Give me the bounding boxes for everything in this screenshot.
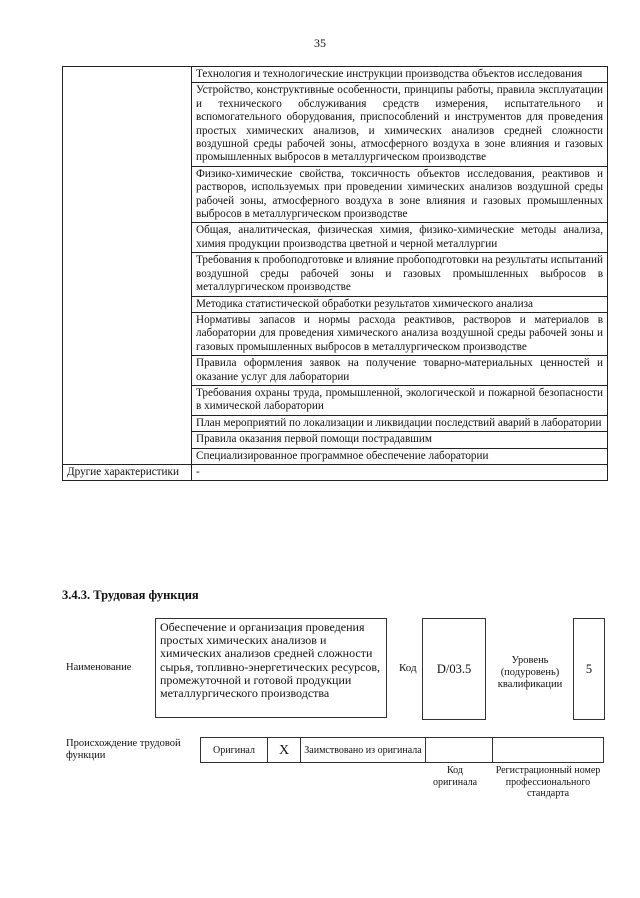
knowledge-table	[62, 66, 608, 481]
page-number: 35	[314, 36, 326, 50]
origin-code-cell	[426, 738, 493, 763]
reg-number-label: Регистрационный номер профессионального стандарта	[495, 765, 601, 799]
qualification-level-box: 5	[573, 618, 605, 720]
borrowed-label: Заимствовано из оригинала	[301, 738, 426, 763]
knowledge-item: Требования к пробоподготовке и влияние пробоподготовки на результаты испытаний воздушной среды рабочей зоны и газовых промышленных выбросов в металлургическом производстве	[192, 253, 608, 296]
knowledge-item: Технология и технологические инструкции производства объектов исследования	[192, 67, 608, 83]
code-label: Код	[399, 662, 417, 674]
knowledge-item: Нормативы запасов и нормы расхода реактивов, растворов и материалов в лаборатории для проведения химического анализа воздушной среды рабочей зоны и газовых промышленных выбросов в металлургическом производстве	[192, 312, 608, 355]
other-characteristics-label: Другие характеристики	[63, 464, 192, 480]
origin-code-label: Код оригинала	[432, 765, 478, 788]
knowledge-item: Правила оказания первой помощи пострадавшим	[192, 432, 608, 448]
knowledge-item: Требования охраны труда, промышленной, экологической и пожарной безопасности в химической лаборатории	[192, 385, 608, 415]
knowledge-label-cell	[63, 67, 192, 465]
knowledge-item: План мероприятий по локализации и ликвидации последствий аварий в лаборатории	[192, 415, 608, 431]
original-mark: X	[268, 738, 301, 763]
origin-table	[200, 737, 604, 763]
original-label: Оригинал	[201, 738, 268, 763]
other-characteristics-value: -	[192, 464, 608, 480]
knowledge-item: Общая, аналитическая, физическая химия, физико-химические методы анализа, химия продукции производства цветной и черной металлургии	[192, 223, 608, 253]
knowledge-item: Устройство, конструктивные особенности, принципы работы, правила эксплуатации и технического обслуживания средств измерения, испытательного и вспомогательного оборудования, приспособлений и инструментов для проведения простых химических анализов, и химических анализов средней сложности воздушной среды рабочей зоны, атмосферного воздуха в зоне влияния и газовых промышленных выбросов в металлургическом производстве	[192, 83, 608, 166]
origin-label: Происхождение трудовой функции	[66, 738, 181, 761]
function-title-box: Обеспечение и организация проведения простых химических анализов и химических анализов средней сложности сырья, топливно-энергетических ресурсов, промежуточной и готовой продукции металлургического производства	[155, 618, 387, 718]
code-value-box: D/03.5	[422, 618, 486, 720]
name-label: Наименование	[66, 662, 132, 673]
knowledge-item: Методика статистической обработки результатов химического анализа	[192, 296, 608, 312]
knowledge-item: Физико-химические свойства, токсичность объектов исследования, реактивов и растворов, используемых при проведении химических анализов воздушной среды рабочей зоны, атмосферного воздуха в зоне влияния и газовых промышленных выбросов в металлургическом производстве	[192, 166, 608, 223]
reg-number-cell	[493, 738, 604, 763]
table-row	[63, 67, 608, 83]
qualification-level-label: Уровень (подуровень) квалификации	[497, 655, 563, 690]
knowledge-item: Правила оформления заявок на получение товарно-материальных ценностей и оказание услуг для лаборатории	[192, 356, 608, 386]
section-heading: 3.4.3. Трудовая функция	[62, 588, 199, 602]
knowledge-item: Специализированное программное обеспечение лаборатории	[192, 448, 608, 464]
table-row	[201, 738, 604, 763]
table-row	[63, 464, 608, 480]
